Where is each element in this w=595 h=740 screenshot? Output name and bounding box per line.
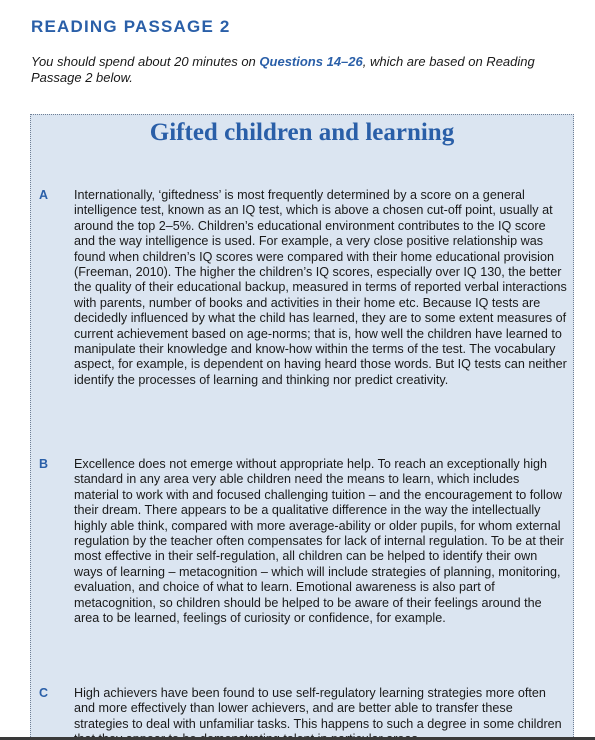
instructions-lead: You should spend about 20 minutes on: [31, 54, 260, 69]
question-range: Questions 14–26: [259, 54, 363, 69]
passage-title: Gifted children and learning: [149, 119, 455, 146]
paragraph-text: Internationally, ‘giftedness’ is most frequently determined by a score on a general intelligence test, known as an IQ test, which is above a chosen cut-off point, usually at around the top 2–5%. Children’s educational environment contributes to the IQ score and the way intelligence is used. For example, a very close positive relationship was found when children’s IQ scores were compared with their home educational provision (Freeman, 2010). The higher the children’s IQ scores, especially over IQ 130, the better the quality of their educational backup, measured in terms of reported verbal interactions with parents, number of books and activities in their home etc. Because IQ tests are decidedly influenced by what the child has learned, they are to some extent measures of current achievement based on age-norms; that is, how well the children have learned to manipulate their knowledge and know-how within the terms of the test. The vocabulary aspect, for example, is dependent on having heard those words. But IQ tests can neither identify the processes of learning and thinking nor predict creativity.: [74, 188, 567, 387]
instructions: [31, 54, 571, 85]
paragraph-letter: A: [39, 188, 49, 202]
paragraph-letter: B: [39, 457, 49, 471]
instructions-tail: , which are based on Reading Passage 2 below.: [31, 54, 535, 85]
paragraph-letter: C: [39, 686, 49, 700]
section-heading: READING PASSAGE 2: [31, 17, 231, 36]
paragraph-text: Excellence does not emerge without appropriate help. To reach an exceptionally high standard in any area very able children need the means to learn, which includes material to work with and focused challenging tuition – and the encouragement to follow their dream. There appears to be a qualitative difference in the way the intellectually highly able think, compared with more average-ability or older pupils, for whom external regulation by the teacher often compensates for lack of internal regulation. To be at their most effective in their self-regulation, all children can be helped to identify their own ways of learning – metacognition – which will include strategies of planning, monitoring, evaluation, and choice of what to learn. Emotional awareness is also part of metacognition, so children should be helped to be aware of their feelings around the area to be learned, feelings of curiosity or confidence, for example.: [74, 457, 564, 626]
paragraph-text: High achievers have been found to use self-regulatory learning strategies more often and more effectively than lower achievers, and are better able to transfer these strategies to deal with unfamiliar tasks. This happens to such a degree in some children: [74, 686, 562, 731]
passage-box: [30, 114, 574, 740]
